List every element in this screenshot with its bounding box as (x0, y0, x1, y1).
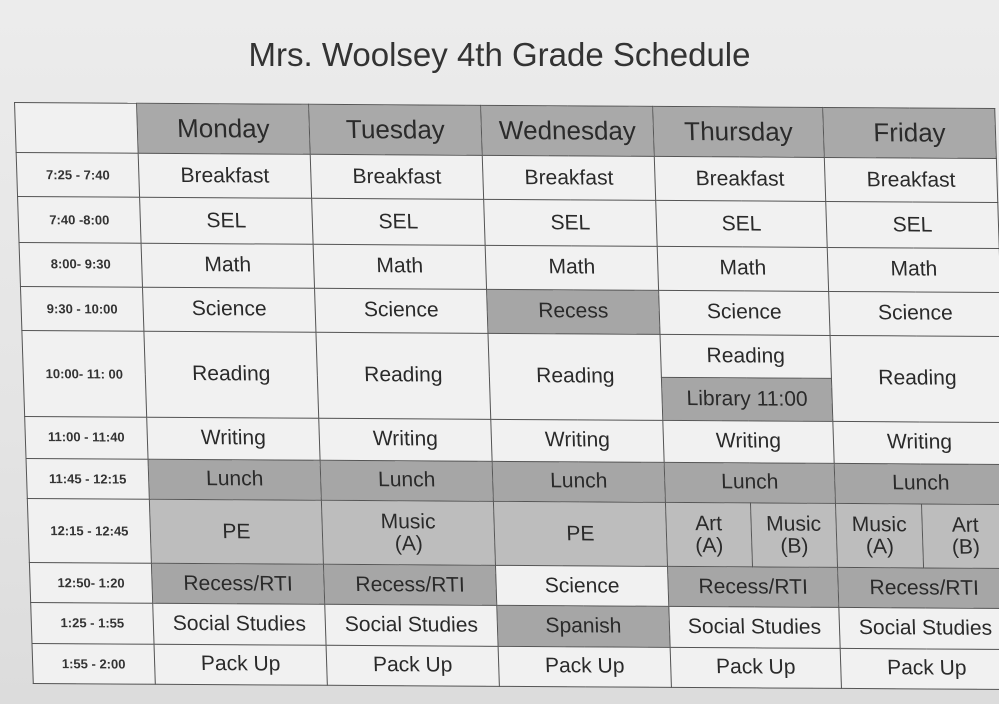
cell-friday-sel: SEL (826, 202, 999, 248)
table-row (16, 153, 998, 203)
cell-tuesday-math: Math (313, 244, 486, 289)
time-label: 11:00 - 11:40 (25, 416, 148, 459)
cell-line: (B) (779, 534, 809, 558)
table-row (25, 416, 999, 464)
page-title: Mrs. Woolsey 4th Grade Schedule (248, 36, 751, 73)
time-label: 8:00- 9:30 (19, 242, 142, 287)
cell-friday-science: Science (829, 291, 999, 336)
cell-friday-art-b (922, 504, 999, 569)
cell-tuesday-social-studies: Social Studies (325, 605, 498, 646)
cell-line: Music (765, 512, 822, 536)
cell-line: Art (951, 513, 979, 537)
time-label: 9:30 - 10:00 (20, 286, 143, 331)
day-header-wednesday: Wednesday (481, 105, 655, 156)
cell-friday-lunch: Lunch (834, 463, 999, 504)
day-header-friday: Friday (823, 107, 997, 158)
cell-tuesday-writing: Writing (319, 418, 492, 461)
cell-wednesday-writing: Writing (491, 419, 664, 462)
time-label: 12:15 - 12:45 (27, 498, 151, 563)
cell-monday-pe: PE (149, 499, 323, 564)
cell-friday-music-a (835, 503, 923, 568)
cell-thursday-recess-rti: Recess/RTI (668, 567, 839, 608)
time-label: 7:40 -8:00 (18, 197, 141, 243)
cell-tuesday-breakfast: Breakfast (310, 155, 483, 200)
cell-friday-breakfast: Breakfast (824, 158, 997, 203)
cell-thursday-art-a (665, 502, 752, 567)
cell-thursday-reading: Reading (660, 335, 831, 379)
cell-friday-recess-rti: Recess/RTI (838, 568, 999, 609)
cell-thursday-social-studies: Social Studies (669, 607, 840, 648)
cell-monday-science: Science (142, 287, 315, 332)
table-row (18, 197, 999, 248)
cell-wednesday-sel: SEL (484, 200, 657, 246)
cell-thursday-math: Math (657, 246, 828, 291)
cell-thursday-music-b (750, 503, 837, 568)
table-row (29, 563, 999, 609)
cell-thursday-breakfast: Breakfast (654, 157, 825, 202)
cell-wednesday-science: Science (495, 566, 668, 607)
cell-wednesday-reading: Reading (488, 333, 663, 419)
cell-tuesday-recess-rti: Recess/RTI (323, 565, 496, 606)
table-row (19, 242, 999, 292)
table-row (22, 331, 999, 380)
time-label: 11:45 - 12:15 (26, 458, 149, 499)
cell-wednesday-breakfast: Breakfast (482, 156, 655, 201)
cell-friday-reading: Reading (830, 336, 999, 422)
cell-monday-recess-rti: Recess/RTI (151, 564, 324, 605)
table-row (32, 643, 999, 689)
day-header-tuesday: Tuesday (309, 104, 483, 155)
cell-monday-breakfast: Breakfast (138, 153, 311, 198)
table-row (26, 458, 999, 504)
cell-tuesday-pack-up: Pack Up (326, 645, 499, 686)
cell-line: (A) (865, 534, 895, 558)
cell-tuesday-reading: Reading (316, 332, 491, 418)
cell-tuesday-lunch: Lunch (320, 460, 493, 501)
time-label: 1:25 - 1:55 (31, 603, 154, 644)
cell-tuesday-sel: SEL (312, 199, 485, 245)
table-row (20, 286, 999, 336)
cell-wednesday-lunch: Lunch (492, 461, 665, 502)
corner-cell (15, 103, 139, 154)
cell-friday-social-studies: Social Studies (839, 608, 999, 649)
cell-line: (A) (394, 531, 424, 556)
cell-wednesday-pack-up: Pack Up (498, 646, 671, 687)
time-label: 10:00- 11: 00 (22, 331, 147, 417)
schedule-table (14, 102, 999, 690)
cell-wednesday-math: Math (485, 245, 658, 290)
cell-tuesday-music-a (321, 500, 495, 565)
cell-line: (B) (951, 535, 981, 559)
cell-thursday-pack-up: Pack Up (670, 647, 841, 688)
cell-tuesday-science: Science (315, 288, 488, 333)
time-label: 1:55 - 2:00 (32, 643, 155, 684)
cell-thursday-sel: SEL (656, 201, 828, 247)
time-label: 7:25 - 7:40 (16, 153, 139, 198)
cell-monday-lunch: Lunch (148, 459, 321, 500)
cell-monday-reading: Reading (144, 331, 319, 417)
cell-line: Music (380, 509, 436, 534)
cell-friday-writing: Writing (833, 421, 999, 464)
cell-friday-math: Math (827, 247, 999, 292)
cell-monday-pack-up: Pack Up (154, 644, 327, 685)
cell-thursday-lunch: Lunch (664, 462, 835, 503)
cell-wednesday-pe: PE (493, 501, 667, 566)
table-row (27, 498, 999, 568)
cell-monday-math: Math (141, 243, 314, 288)
cell-line: (A) (694, 533, 724, 557)
header-row (15, 103, 997, 159)
cell-monday-sel: SEL (140, 198, 313, 244)
day-header-monday: Monday (137, 103, 311, 154)
cell-monday-writing: Writing (147, 417, 320, 460)
cell-monday-social-studies: Social Studies (153, 604, 326, 645)
cell-wednesday-recess: Recess (487, 289, 660, 334)
cell-thursday-writing: Writing (663, 420, 834, 463)
cell-wednesday-spanish: Spanish (497, 606, 670, 647)
cell-line: Music (851, 512, 907, 536)
cell-thursday-library: Library 11:00 (661, 378, 832, 421)
time-label: 12:50- 1:20 (29, 563, 152, 604)
cell-friday-pack-up: Pack Up (840, 648, 999, 689)
day-header-thursday: Thursday (653, 106, 825, 157)
cell-line: Art (694, 511, 723, 535)
cell-thursday-science: Science (659, 290, 830, 335)
table-row (31, 603, 999, 649)
